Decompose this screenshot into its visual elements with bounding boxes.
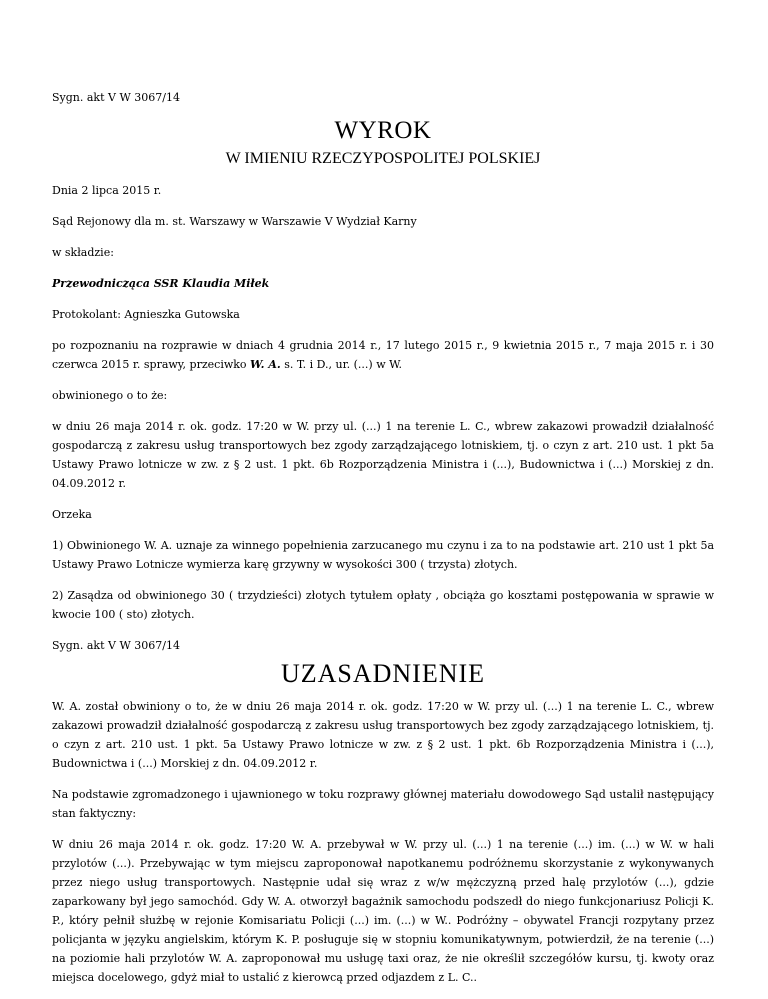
case-number-second: Sygn. akt V W 3067/14 [52, 639, 180, 652]
verdict-subtitle: W IMIENIU RZECZYPOSPOLITEJ POLSKIEJ [225, 150, 541, 167]
composition-label: w składzie: [52, 246, 114, 259]
hearing-text-end: s. T. i D., ur. (...) w W. [280, 358, 402, 371]
court-name: Sąd Rejonowy dla m. st. Warszawy w Warszawie V Wydział Karny [52, 215, 417, 228]
court-clerk: Protokolant: Agnieszka Gutowska [52, 308, 240, 321]
presiding-judge: Przewodnicząca SSR Klaudia Miłek [52, 277, 270, 290]
verdict-date: Dnia 2 lipca 2015 r. [52, 184, 162, 197]
justification-paragraph-3: W dniu 26 maja 2014 r. ok. godz. 17:20 W. A. przebywał w W. przy ul. (...) 1 na terenie (...) im. (...) w W. w hali przylotów (...). Przebywając w tym miejscu zaproponował napotkanemu podróżnemu skorzystanie z wykonywanych przez niego usług transportowych. Następnie udał się wraz z w/w mężczyzną przed halę przylotów (...), gdzie zaparkowany był jego samochód. Gdy W. A. otworzył bagażnik samochodu podszedł do niego funkcjonariusz Policji K. P., który pełnił służbę w rejonie Komisariatu Policji (...) im. (...) w W.. Podróżny – obywatel Francji rozpytany przez policjanta w języku angielskim, którym K. P. posługuje się w stopniu komunikatywnym, potwierdził, że na terenie (...) na poziomie hali przylotów W. A. zaproponował mu usługę taxi oraz, że nie określił szczegółów kursu, tj. kwoty oraz miejsca docelowego, gdyż miał to ustalić z kierowcą przed odjazdem z L. C.. [52, 838, 714, 984]
accused-of-label: obwinionego o to że: [52, 389, 168, 402]
document-page [52, 88, 714, 999]
justification-paragraph-1: W. A. został obwiniony o to, że w dniu 26 maja 2014 r. ok. godz. 17:20 w W. przy ul. (...) 1 na terenie L. C., wbrew zakazowi prowadził działalność gospodarczą z zakresu usług transportowych bez zgody zarządzającego lotniskiem, tj. o czyn z art. 210 ust. 1 pkt. 5a Ustawy Prawo lotnicze w zw. z § 2 ust. 1 pkt. 6b Rozporządzenia Ministra i (...), Budownictwa i (...) Morskiej z dn. 04.09.2012 r. [52, 700, 714, 770]
case-number: Sygn. akt V W 3067/14 [52, 91, 180, 104]
ruling-item-1: 1) Obwinionego W. A. uznaje za winnego popełnienia zarzucanego mu czynu i za to na podstawie art. 210 ust 1 pkt 5a Ustawy Prawo Lotnicze wymierza karę grzywny w wysokości 300 ( trzysta) złotych. [52, 539, 714, 571]
verdict-title: WYROK [334, 117, 432, 144]
ruling-item-2: 2) Zasądza od obwinionego 30 ( trzydzieści) złotych tytułem opłaty , obciąża go kosztami postępowania w sprawie w kwocie 100 ( sto) złotych. [52, 589, 714, 621]
charge-paragraph: w dniu 26 maja 2014 r. ok. godz. 17:20 w W. przy ul. (...) 1 na terenie L. C., wbrew zakazowi prowadził działalność gospodarczą z zakresu usług transportowych bez zgody zarządzającego lotniskiem, tj. o czyn z art. 210 ust. 1 pkt 5a Ustawy Prawo lotnicze w zw. z § 2 ust. 1 pkt. 6b Rozporządzenia Ministra i (...), Budownictwa i (...) Morskiej z dn. 04.09.2012 r. [52, 420, 714, 490]
justification-paragraph-2: Na podstawie zgromadzonego i ujawnionego w toku rozprawy głównej materiału dowodowego Sąd ustalił następujący stan faktyczny: [52, 788, 714, 820]
rules-label: Orzeka [52, 508, 92, 521]
hearing-paragraph [52, 336, 714, 374]
justification-title: UZASADNIENIE [280, 659, 486, 688]
hearing-text-start: po rozpoznaniu na rozprawie w dniach 4 grudnia 2014 r., 17 lutego 2015 r., 9 kwietnia 2015 r., 7 maja 2015 r. i 30 czerwca 2015 r. sprawy, przeciwko [52, 339, 714, 371]
defendant-name: W. A. [250, 358, 281, 371]
